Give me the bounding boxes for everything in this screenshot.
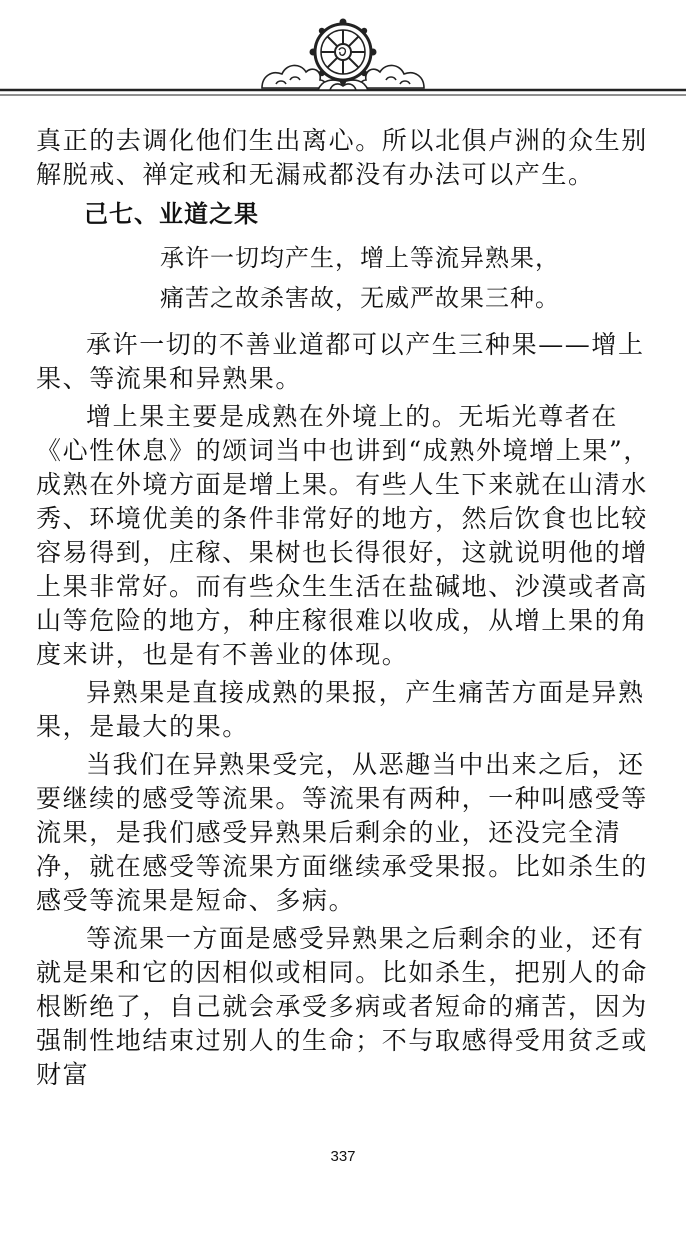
body-paragraph: 异熟果是直接成熟的果报，产生痛苦方面是异熟果，是最大的果。: [36, 678, 645, 741]
verse-line: 承许一切均产生，增上等流异熟果，: [160, 244, 560, 272]
page-number: 337: [330, 1148, 356, 1165]
body-paragraph: 增上果主要是成熟在外境上的。无垢光尊者在《心性休息》的颂词当中也讲到“成熟外境增上果”，成熟在外境方面是增上果。有些人生下来就在山清水秀、环境优美的条件非常好的地方，然后饮食也比较容易得到，庄稼、果树也长得很好，这就说明他的增上果非常好。而有些众生生活在盐碱地、沙漠或者高山等危险的地方，种庄稼很难以收成，从增上果的角度来讲，也是有不善业的体现。: [36, 402, 650, 669]
verse-block: [36, 238, 650, 318]
page-content: [36, 124, 650, 1096]
body-paragraph: 当我们在异熟果受完，从恶趣当中出来之后，还要继续的感受等流果。等流果有两种，一种叫感受等流果，是我们感受异熟果后剩余的业，还没完全清净，就在感受等流果方面继续承受果报。比如杀生的感受等流果是短命、多病。: [36, 750, 648, 915]
section-heading: 己七、业道之果: [84, 200, 259, 228]
continued-paragraph: 真正的去调化他们生出离心。所以北俱卢洲的众生别解脱戒、禅定戒和无漏戒都没有办法可以产生。: [36, 126, 648, 189]
verse-line: 痛苦之故杀害故，无威严故果三种。: [160, 284, 560, 312]
body-paragraph: 承许一切的不善业道都可以产生三种果——增上果、等流果和异熟果。: [36, 330, 645, 393]
dharma-wheel-icon: [0, 0, 686, 110]
body-paragraph: 等流果一方面是感受异熟果之后剩余的业，还有就是果和它的因相似或相同。比如杀生，把别人的命根断绝了，自己就会承受多病或者短命的痛苦，因为强制性地结束过别人的生命；不与取感得受用贫乏或财富: [36, 924, 648, 1089]
page-header-ornament: [0, 0, 686, 110]
